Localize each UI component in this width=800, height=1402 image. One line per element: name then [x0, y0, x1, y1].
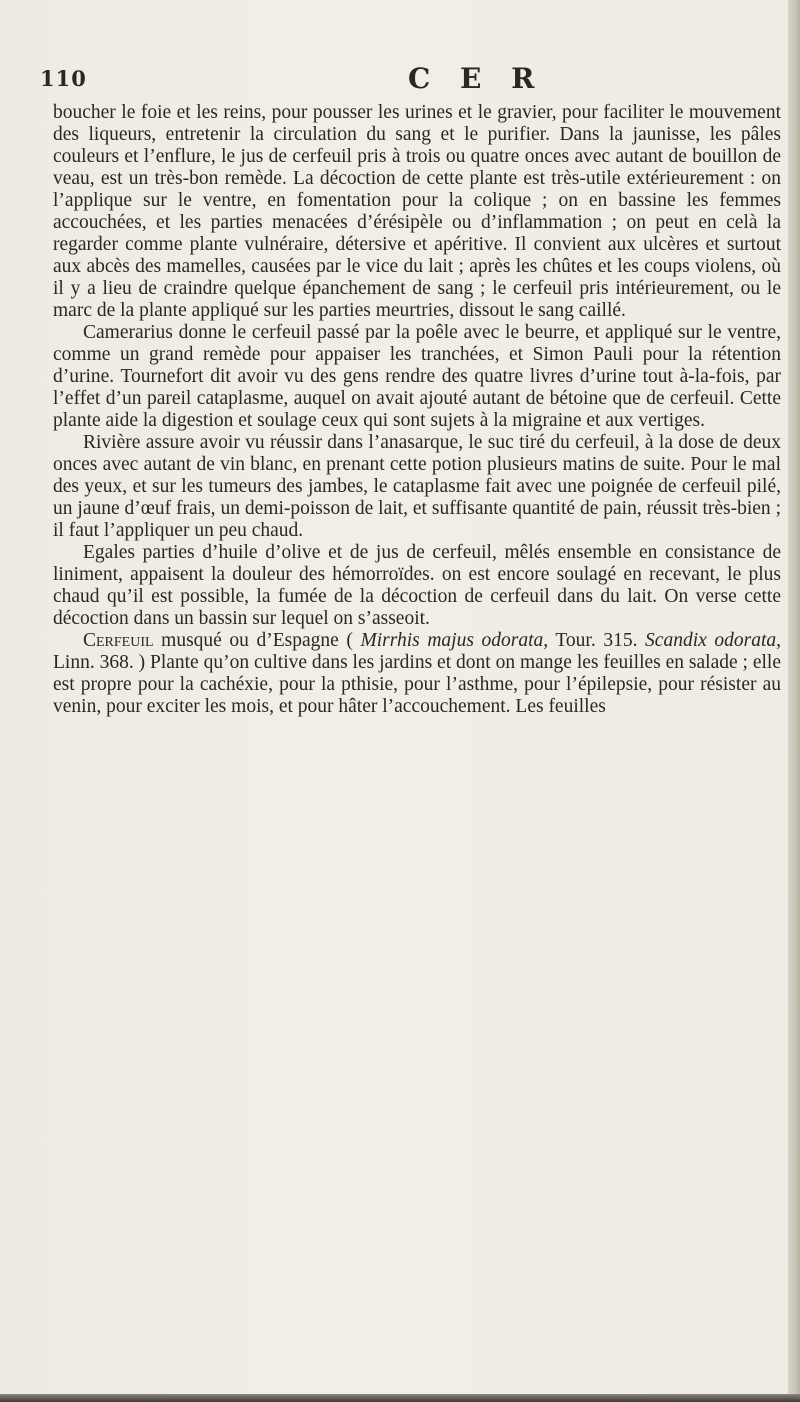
latin-name-1: Mirrhis majus odorata — [360, 630, 544, 651]
latin-name-2: Scandix odorata — [645, 630, 777, 651]
entry-text-3: , Linn. 368. ) Plante qu’on cultive dans les jardins et dont on mange les feuilles en salade ; elle est propre pour la cachéxie, pour la pthisie, pour l’asthme, pour l’épilepsie, pour résister au venin, pour exciter les mois, et pour hâter l’accouchement. Les feuilles — [53, 630, 781, 717]
paragraph-5 — [53, 630, 781, 718]
paragraph-1: boucher le foie et les reins, pour pousser les urines et le gravier, pour faciliter le mouvement des liqueurs, entretenir la circulation du sang et le purifier. Dans la jaunisse, les pâles couleurs et l’enflure, le jus de cerfeuil pris à trois ou quatre onces avec autant de bouillon de veau, est un très-bon remède. La décoction de cette plante est très-utile extérieurement : on l’applique sur le ventre, en fomentation pour la colique ; on en bassine les femmes accouchées, et les parties menacées d’érésipèle ou d’inflammation ; on peut en celà la regarder comme plante vulnéraire, détersive et apéritive. Il convient aux ulcères et surtout aux abcès des mamelles, causées par le vice du lait ; après les chûtes et les coups violens, où il y a lieu de craindre quelque épanchement de sang ; le cerfeuil pris intérieurement, ou le marc de la plante appliqué sur les parties meurtries, dissout le sang caillé. — [53, 102, 781, 321]
page-edge — [788, 0, 800, 1402]
entry-headword: Cerfeuil — [83, 630, 154, 651]
entry-text-1: musqué ou d’Espagne ( — [153, 630, 361, 651]
paragraph-4: Egales parties d’huile d’olive et de jus de cerfeuil, mêlés ensemble en consistance de liniment, appaisent la douleur des hémorroïdes. on est encore soulagé en recevant, le plus chaud qu’il est possible, la fumée de la décoction de cerfeuil dans du lait. On verse cette décoction dans un bassin sur lequel on s’asseoit. — [53, 542, 781, 629]
entry-text-2: , Tour. 315. — [543, 630, 646, 651]
paragraph-2: Camerarius donne le cerfeuil passé par la poêle avec le beurre, et appliqué sur le ventre, comme un grand remède pour appaiser les tranchées, et Simon Pauli pour la rétention d’urine. Tournefort dit avoir vu des gens rendre des quatre livres d’urine tout à-la-fois, par l’effet d’un pareil cataplasme, auquel on avait ajouté autant de bétoine que de cerfeuil. Cette plante aide la digestion et soulage ceux qui sont sujets à la migraine et aux vertiges. — [53, 322, 781, 431]
body-text — [53, 102, 781, 718]
scan-bottom-edge — [0, 1394, 800, 1402]
paragraph-3: Rivière assure avoir vu réussir dans l’anasarque, le suc tiré du cerfeuil, à la dose de deux onces avec autant de vin blanc, en prenant cette potion plusieurs matins de suite. Pour le mal des yeux, et sur les tumeurs des jambes, le cataplasme fait avec une poignée de cerfeuil pilé, un jaune d’œuf frais, un demi-poisson de lait, et suffisante quantité de pain, réussit très-bien ; il faut l’appliquer un peu chaud. — [53, 432, 781, 541]
page-header — [40, 62, 760, 102]
page-number: 110 — [40, 66, 87, 91]
running-head: C E R — [408, 62, 545, 95]
